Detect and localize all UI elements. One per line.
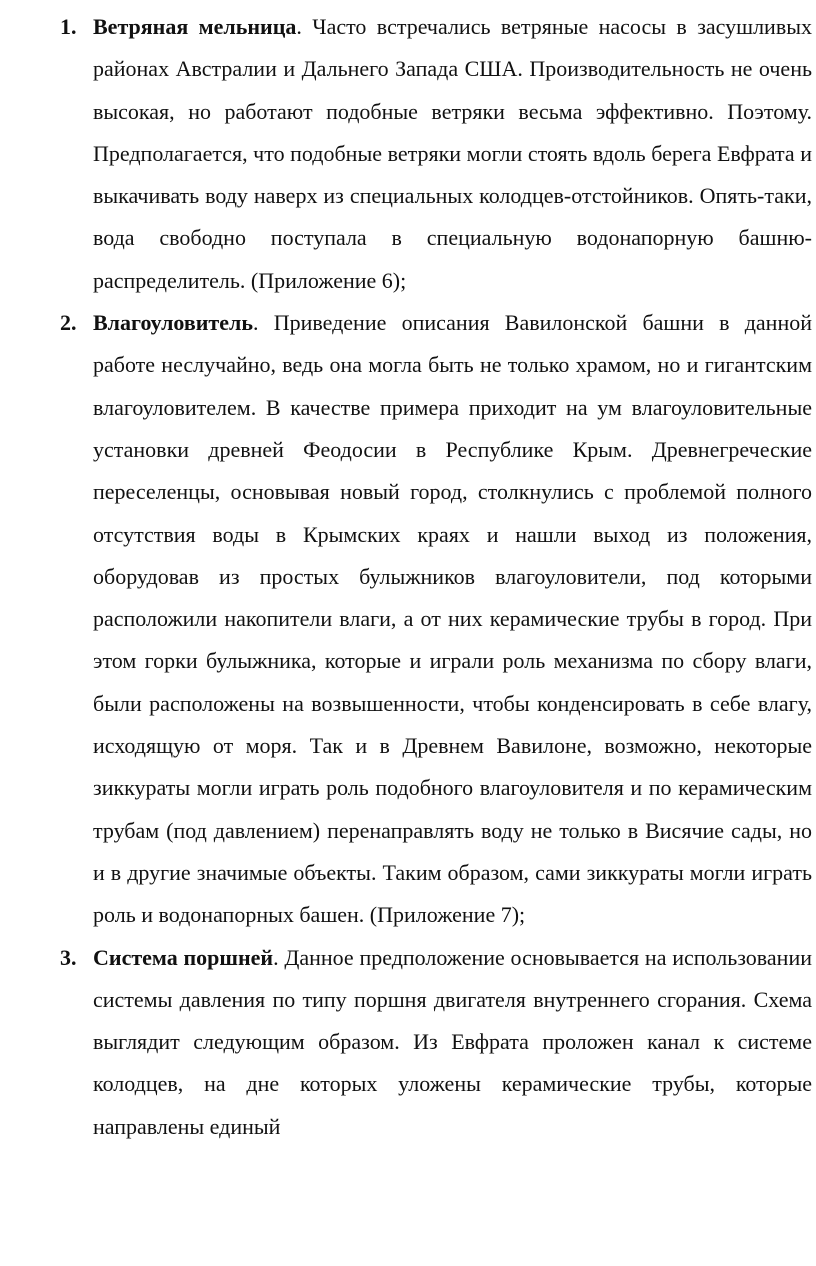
numbered-list bbox=[0, 6, 816, 1148]
list-item-text: . Данное предположение основывается на использовании системы давления по типу поршня двигателя внутреннего сгорания. Схема выглядит следующим образом. Из Евфрата проложен канал к системе колодцев, на дне которых уложены керамические трубы, которые направлены единый bbox=[93, 944, 812, 1139]
list-item-text: . Приведение описания Вавилонской башни в данной работе неслучайно, ведь она могла быть не только храмом, но и гигантским влагоуловителем. В качестве примера приходит на ум влагоуловительные установки древней Феодосии в Республике Крым. Древнегреческие переселенцы, основывая новый город, столкнулись с проблемой полного отсутствия воды в Крымских краях и нашли выход из положения, оборудовав из простых булыжников влагоуловители, под которыми расположили накопители влаги, а от них керамические трубы в город. При этом горки булыжника, которые и играли роль механизма по сбору влаги, были расположены на возвышенности, чтобы конденсировать в себе влагу, исходящую от моря. Так и в Древнем Вавилоне, возможно, некоторые зиккураты могли играть роль подобного влагоуловителя и по керамическим трубам (под давлением) перенаправлять воду не только в Висячие сады, но и в другие значимые объекты. Таким образом, сами зиккураты могли играть роль и водонапорных башен. (Приложение 7); bbox=[93, 310, 812, 928]
list-item-number: 1. bbox=[60, 14, 77, 39]
list-item-number: 3. bbox=[60, 944, 77, 970]
list-item-title: Система поршней bbox=[93, 944, 274, 970]
list-item-title: Влагоуловитель bbox=[93, 310, 253, 336]
list-item-title: Ветряная мельница bbox=[93, 14, 297, 39]
list-item bbox=[0, 302, 816, 936]
list-item bbox=[0, 937, 816, 1148]
list-item bbox=[0, 6, 816, 302]
list-item-text: . Часто встречались ветряные насосы в засушливых районах Австралии и Дальнего Запада США. Производительность не очень высокая, но работают подобные ветряки весьма эффективно. Поэтому. Предполагается, что подобные ветряки могли стоять вдоль берега Евфрата и выкачивать воду наверх из специальных колодцев-отстойников. Опять-таки, вода свободно поступала в специальную водонапорную башню-распределитель. (Приложение 6); bbox=[93, 14, 812, 293]
list-item-number: 2. bbox=[60, 310, 77, 336]
